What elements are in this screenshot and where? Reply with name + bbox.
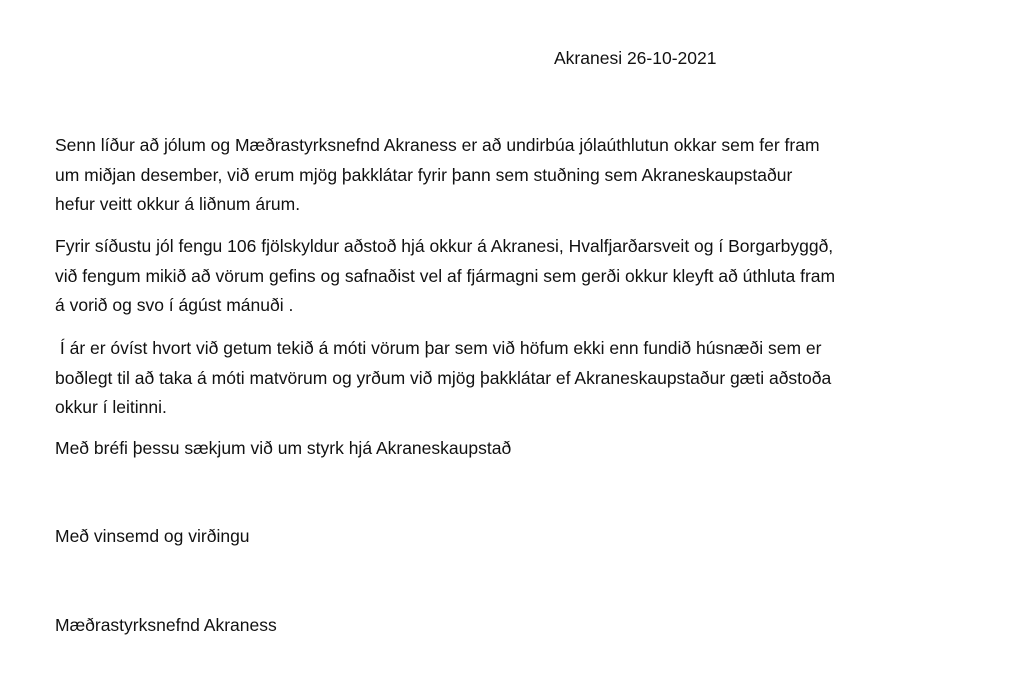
paragraph-line: Í ár er óvíst hvort við getum tekið á móti vörum þar sem við höfum ekki enn fundið húsnæði sem er	[55, 338, 822, 358]
paragraph-line: á vorið og svo í ágúst mánuði .	[55, 295, 294, 315]
paragraph-line: okkur í leitinni.	[55, 397, 167, 417]
signature	[55, 611, 965, 641]
closing-text: Með vinsemd og virðingu	[55, 526, 250, 546]
paragraph-line: hefur veitt okkur á liðnum árum.	[55, 194, 301, 214]
paragraph-last-christmas	[55, 232, 965, 321]
paragraph-this-year	[55, 334, 965, 423]
paragraph-intro	[55, 131, 965, 220]
closing	[55, 522, 965, 552]
paragraph-line: við fengum mikið að vörum gefins og safnaðist vel af fjármagni sem gerði okkur kleyft að úthluta fram	[55, 265, 836, 286]
paragraph-line: Með bréfi þessu sækjum við um styrk hjá Akraneskaupstað	[55, 438, 512, 458]
paragraph-request	[55, 434, 965, 464]
paragraph-line: um miðjan desember, við erum mjög þakklátar fyrir þann sem stuðning sem Akraneskaupstaður	[55, 164, 793, 185]
paragraph-line: Fyrir síðustu jól fengu 106 fjölskyldur aðstoð hjá okkur á Akranesi, Hvalfjarðarsveit og í Borgarbyggð,	[55, 236, 834, 256]
paragraph-line: Senn líður að jólum og Mæðrastyrksnefnd Akraness er að undirbúa jólaúthlutun okkar sem fer fram	[55, 135, 820, 155]
dateline: Akranesi 26-10-2021	[554, 48, 717, 68]
paragraph-line: boðlegt til að taka á móti matvörum og yrðum við mjög þakklátar ef Akraneskaupstaður gæti aðstoða	[55, 367, 832, 388]
signature-text: Mæðrastyrksnefnd Akraness	[55, 615, 277, 635]
